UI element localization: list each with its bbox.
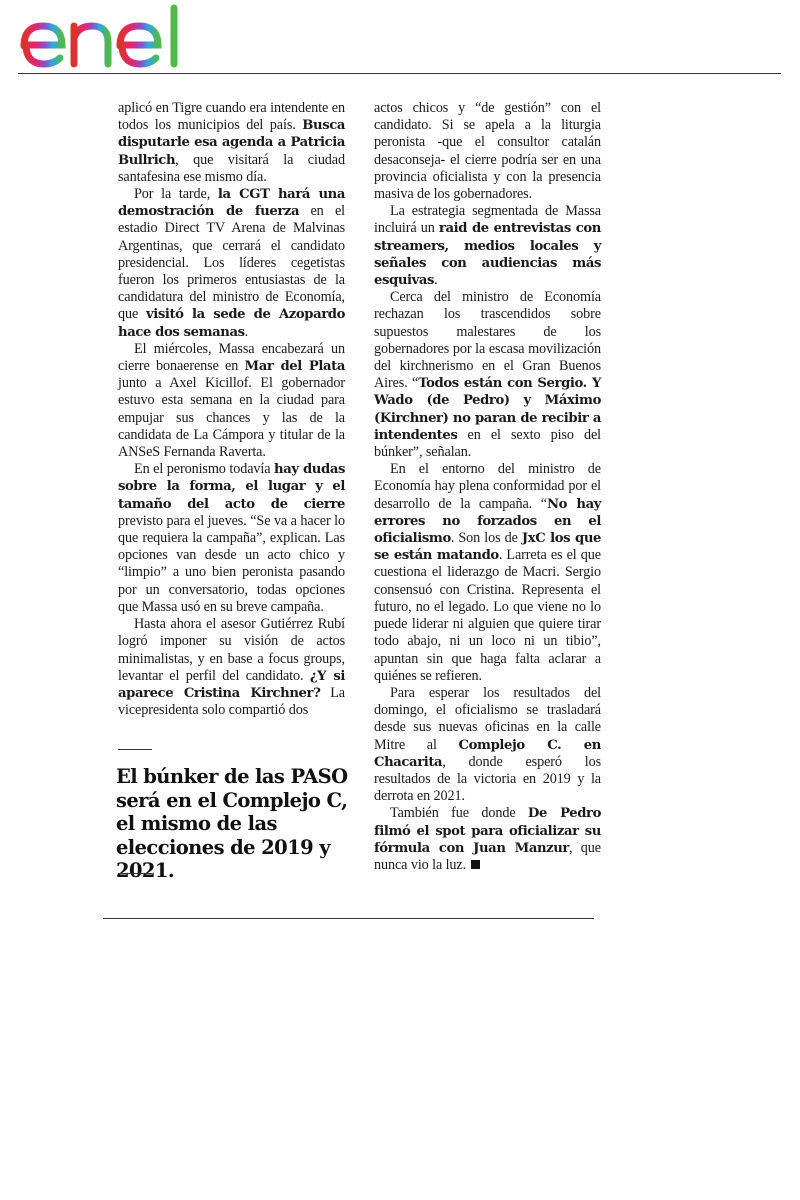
text-run: Por la tarde, <box>134 186 218 203</box>
text-run: en el sexto piso del búnker”, señalan. <box>374 426 601 461</box>
bold-text: De Pedro filmó el spot para oficializar su fórmula con Juan Manzur <box>374 806 602 856</box>
pull-quote-rule-bottom <box>118 873 152 874</box>
text-run: El miércoles, Massa encabezará un cierre bonaerense en <box>118 340 345 375</box>
paragraph <box>118 461 345 616</box>
bold-text: visitó la sede de Azopardo hace dos semanas <box>118 307 345 340</box>
bold-text: Complejo C. en Chacarita <box>374 737 601 770</box>
paragraph <box>374 461 601 685</box>
pull-quote: El búnker de las PASO será en el Complejo C, el mismo de las elecciones de 2019 y 2021. <box>116 765 348 882</box>
text-run: Para esperar los resultados del domingo, el oficialismo se trasladará desde sus nuevas oficinas en la calle Mitre al <box>374 684 601 753</box>
paragraph <box>118 186 345 341</box>
bold-text: No hay errores no forzados en el oficialismo <box>374 496 601 547</box>
bold-text: ¿Y si aparece Cristina Kirchner? <box>118 668 345 701</box>
text-run: actos chicos y “de gestión” con el candidato. Si se apela a la liturgia peronista -que el consultor catalán desaconseja- el cierre podría ser en una provincia oficialista y con la presencia masiva de los gobernadores. <box>374 100 601 203</box>
paragraph <box>374 805 601 874</box>
text-run: . <box>244 323 249 340</box>
text-run: , que nunca vio la luz. <box>374 839 601 873</box>
text-run: previsto para el jueves. “Se va a hacer lo que requiera la campaña”, explican. Las opciones van desde un acto chico y “limpio” a uno bien peronista pasando por un conversatorio, todas opciones que Massa usó en su breve campaña. <box>118 512 345 615</box>
end-of-article-mark <box>471 860 480 869</box>
header-rule <box>18 73 781 74</box>
text-run: También fue donde <box>390 805 528 822</box>
paragraph <box>374 685 601 805</box>
text-run: . <box>434 272 438 289</box>
bold-text: Mar del Plata <box>244 359 345 375</box>
bold-text: la CGT hará una demostración de fuerza <box>118 187 345 220</box>
paragraph <box>374 203 601 289</box>
text-run: La vicepresidenta solo compartió dos <box>118 684 345 719</box>
text-run: , que visitará la ciudad santafesina ese mismo día. <box>118 151 345 185</box>
bold-text: Busca disputarle esa agenda a Patricia Bullrich <box>118 118 345 168</box>
paragraph <box>118 616 345 719</box>
paragraph <box>374 100 601 203</box>
text-run: La estrategia segmentada de Massa incluirá un <box>374 203 601 237</box>
text-run: Hasta ahora el asesor Gutiérrez Rubí logró imponer su visión de actos minimalistas, y en base a focus groups, levantar el perfil del candidato. <box>118 616 345 684</box>
bold-text: hay dudas sobre la forma, el lugar y el tamaño del acto de cierre <box>118 462 345 512</box>
paragraph <box>118 341 345 461</box>
article-column-left <box>118 100 345 719</box>
paragraph <box>118 100 345 186</box>
text-run: En el entorno del ministro de Economía hay plena conformidad por el desarrollo de la campaña. “ <box>374 461 601 512</box>
text-run: En el peronismo todavía <box>134 461 275 478</box>
footer-rule <box>103 918 594 919</box>
text-run: . Son los de <box>450 530 522 547</box>
text-run: Cerca del ministro de Economía rechazan los trascendidos sobre supuestos malestares de los gobernadores por la escasa movilización del kirchnerismo en el Gran Buenos Aires. “ <box>374 289 601 392</box>
text-run: en el estadio Direct TV Arena de Malvinas Argentinas, que cerrará el candidato presidencial. Los líderes cegetistas fueron los primeros entusiastas de la candidatura del ministro de Economía, que <box>118 203 346 323</box>
bold-text: Todos están con Sergio. Y Wado (de Pedro) y Máximo (Kirchner) no paran de recibir a intendentes <box>374 376 602 443</box>
bold-text: JxC los que se están matando <box>374 531 602 564</box>
text-run: , donde esperó los resultados de la victoria en 2019 y la derrota en 2021. <box>374 753 601 805</box>
bold-text: raid de entrevistas con streamers, medios locales y señales con audiencias más esquivas <box>374 221 601 289</box>
pull-quote-rule-top <box>118 749 152 750</box>
article-column-right <box>374 100 601 874</box>
enel-logo <box>16 4 186 70</box>
text-run: aplicó en Tigre cuando era intendente en todos los municipios del país. <box>118 100 345 134</box>
paragraph <box>374 289 601 461</box>
text-run: . Larreta es el que cuestiona el liderazgo de Macri. Sergio consensuó con Cristina. Representa el futuro, no el legado. Lo que viene no lo puede liderar ni alguien que quiere tirar todo abajo, ni un loco ni un tibio”, apuntan sin que haga falta aclarar a quiénes se refieren. <box>374 547 601 684</box>
text-run: junto a Axel Kicillof. El gobernador estuvo esta semana en la ciudad para empujar sus chances y las de la candidata de La Cámpora y titular de la ANSeS Fernanda Raverta. <box>118 375 345 461</box>
